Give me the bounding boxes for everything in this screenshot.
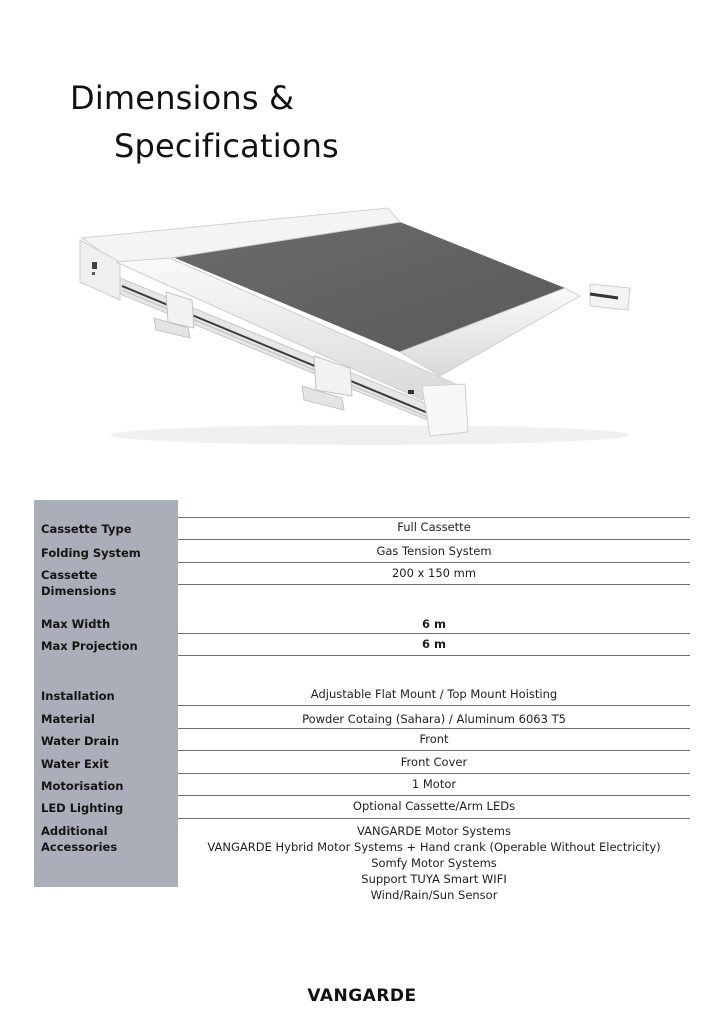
spec-label: Cassette Type xyxy=(41,522,132,536)
spec-label: Material xyxy=(41,712,95,726)
spec-divider xyxy=(178,773,690,774)
spec-divider xyxy=(178,655,690,656)
spec-label: Installation xyxy=(41,689,115,703)
spec-label: Max Width xyxy=(41,617,111,631)
spec-label: Max Projection xyxy=(41,639,138,653)
spec-value: Front xyxy=(419,732,449,746)
spec-label: Folding System xyxy=(41,546,141,560)
spec-label: Additional Accessories xyxy=(41,824,118,854)
spec-divider xyxy=(178,728,690,729)
brand-logo: VANGARDE xyxy=(307,986,417,1006)
spec-value-item: Support TUYA Smart WIFI xyxy=(361,872,507,886)
spec-divider xyxy=(178,705,690,706)
spec-value-item: VANGARDE Motor Systems xyxy=(357,824,511,838)
page-title-line-1: Dimensions & xyxy=(70,79,295,117)
spec-divider xyxy=(178,584,690,585)
spec-label: Water Exit xyxy=(41,757,109,771)
page-title-line-2: Specifications xyxy=(114,127,339,165)
spec-value-item: VANGARDE Hybrid Motor Systems + Hand crank (Operable Without Electricity) xyxy=(207,840,661,854)
spec-divider xyxy=(178,517,690,518)
spec-label: Motorisation xyxy=(41,779,124,793)
spec-divider xyxy=(178,562,690,563)
spec-label: Cassette Dimensions xyxy=(41,568,117,598)
spec-value: Gas Tension System xyxy=(376,544,492,558)
spec-value: Powder Cotaing (Sahara) / Aluminum 6063 T5 xyxy=(302,712,566,726)
spec-label: Water Drain xyxy=(41,734,120,748)
spec-divider xyxy=(178,818,690,819)
spec-value: 200 x 150 mm xyxy=(391,566,477,580)
spec-value: 1 Motor xyxy=(411,777,457,791)
spec-value: 6 m xyxy=(422,617,446,631)
spec-value: Full Cassette xyxy=(397,520,471,534)
spec-value: Adjustable Flat Mount / Top Mount Hoisting xyxy=(310,687,558,701)
spec-divider xyxy=(178,750,690,751)
spec-value: Optional Cassette/Arm LEDs xyxy=(352,799,516,813)
spec-value: Front Cover xyxy=(400,755,468,769)
awning-product-image xyxy=(70,200,650,460)
spec-value: 6 m xyxy=(422,637,446,651)
spec-value-item: Somfy Motor Systems xyxy=(371,856,497,870)
spec-divider xyxy=(178,539,690,540)
spec-divider xyxy=(178,795,690,796)
spec-label: LED Lighting xyxy=(41,801,124,815)
spec-divider xyxy=(178,633,690,634)
spec-value-list xyxy=(178,823,690,903)
spec-value-item: Wind/Rain/Sun Sensor xyxy=(370,888,498,902)
